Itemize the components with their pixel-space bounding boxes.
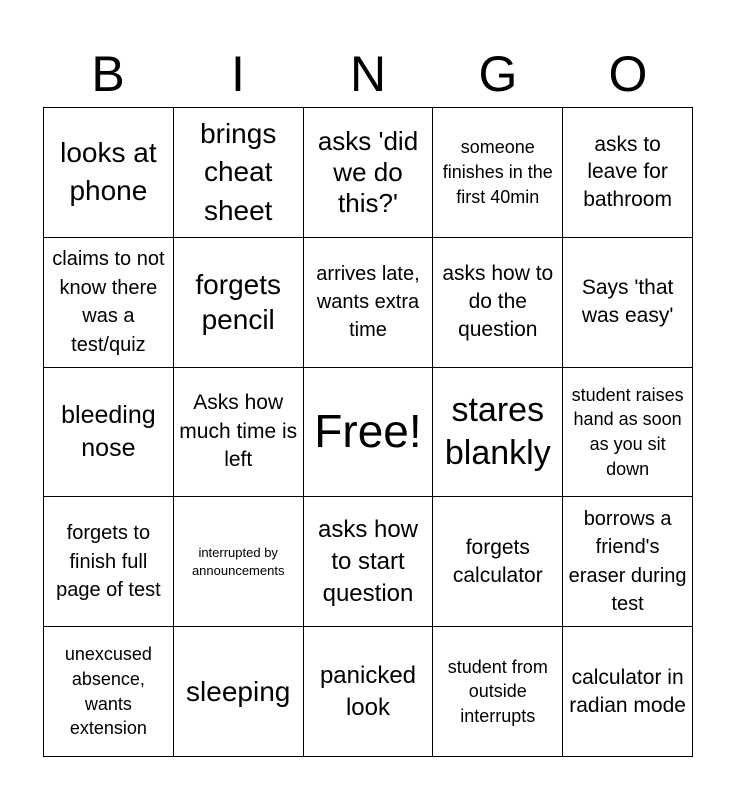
bingo-cell[interactable]: looks at phone	[44, 108, 174, 238]
bingo-cell[interactable]: arrives late, wants extra time	[304, 238, 434, 368]
bingo-cell[interactable]: forgets to finish full page of test	[44, 497, 174, 627]
bingo-cell[interactable]: asks 'did we do this?'	[304, 108, 434, 238]
header-letter-n: N	[349, 46, 387, 102]
bingo-cell[interactable]: claims to not know there was a test/quiz	[44, 238, 174, 368]
bingo-grid	[43, 107, 693, 757]
bingo-cell[interactable]: borrows a friend's eraser during test	[563, 497, 693, 627]
bingo-cell[interactable]: someone finishes in the first 40min	[433, 108, 563, 238]
bingo-cell[interactable]: Asks how much time is left	[174, 368, 304, 498]
bingo-cell[interactable]: student raises hand as soon as you sit down	[563, 368, 693, 498]
bingo-cell[interactable]: asks how to do the question	[433, 238, 563, 368]
bingo-cell[interactable]: student from outside interrupts	[433, 627, 563, 757]
bingo-cell[interactable]: asks to leave for bathroom	[563, 108, 693, 238]
bingo-cell[interactable]: brings cheat sheet	[174, 108, 304, 238]
bingo-cell[interactable]: Says 'that was easy'	[563, 238, 693, 368]
bingo-cell[interactable]: panicked look	[304, 627, 434, 757]
bingo-cell[interactable]: sleeping	[174, 627, 304, 757]
bingo-cell[interactable]: unexcused absence, wants extension	[44, 627, 174, 757]
bingo-cell[interactable]: calculator in radian mode	[563, 627, 693, 757]
header-letter-b: B	[91, 46, 125, 102]
header-letter-o: O	[608, 46, 648, 102]
bingo-cell[interactable]: stares blankly	[433, 368, 563, 498]
bingo-cell[interactable]: interrupted by announcements	[174, 497, 304, 627]
bingo-cell[interactable]: asks how to start question	[304, 497, 434, 627]
header-letter-g: G	[478, 46, 518, 102]
bingo-cell[interactable]: forgets calculator	[433, 497, 563, 627]
free-space[interactable]: Free!	[304, 368, 434, 498]
header-letter-i: I	[231, 46, 245, 102]
bingo-header	[43, 40, 693, 108]
bingo-cell[interactable]: forgets pencil	[174, 238, 304, 368]
bingo-cell[interactable]: bleeding nose	[44, 368, 174, 498]
